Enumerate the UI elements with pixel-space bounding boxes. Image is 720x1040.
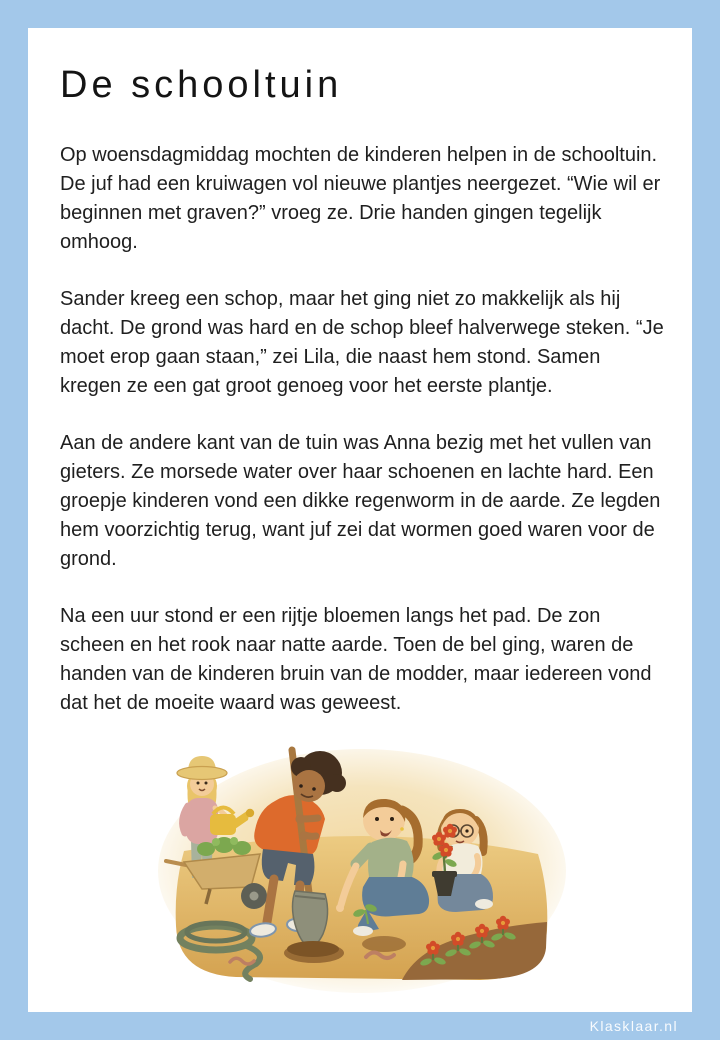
story-paragraph-4: Na een uur stond er een rijtje bloemen langs het pad. De zon scheen en het rook naar natte aarde. Toen de bel ging, waren de handen van de kinderen bruin van de modder, maar iedereen vond dat het de moeite waard was geweest. [60, 605, 652, 714]
worksheet-page [28, 28, 692, 1012]
children-gardening-illustration [150, 746, 574, 996]
dirt-patch [362, 936, 406, 952]
illustration-container [150, 746, 574, 996]
story-paragraph-1: Op woensdagmiddag mochten de kinderen helpen in de schooltuin. De juf had een kruiwagen vol nieuwe plantjes neergezet. “Wie wil er beginnen met graven?” vroeg ze. Drie handen gingen tegelijk omhoog. [60, 144, 661, 253]
story-paragraph-2: Sander kreeg een schop, maar het ging niet zo makkelijk als hij dacht. De grond was hard en de schop bleef halverwege steken. “Je moet erop gaan staan,” zei Lila, die naast hem stond. Samen kregen ze een gat groot genoeg voor het eerste plantje. [60, 288, 664, 397]
watermark: Klasklaar.nl [589, 1018, 678, 1034]
page-title: De schooltuin [60, 64, 343, 106]
story-paragraph-3: Aan de andere kant van de tuin was Anna bezig met het vullen van gieters. Ze morsede water over haar schoenen en lachte hard. Een groepje kinderen vond een dikke regenworm in de aarde. Ze legden hem voorzichtig terug, want juf zei dat wormen goed waren voor de grond. [60, 432, 661, 570]
dug-hole [287, 941, 339, 957]
